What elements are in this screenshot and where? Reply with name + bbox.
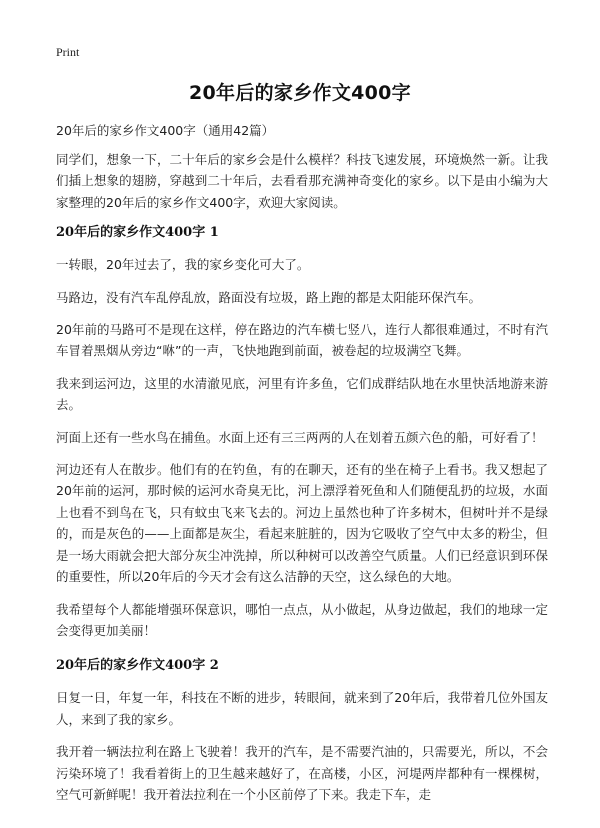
essay-2-heading: 20年后的家乡作文400字 2 [56,658,219,674]
essay-1-paragraph: 20年前的马路可不是现在这样，停在路边的汽车横七竖八，连行人都很难通过，不时有汽车冒着黑烟从旁边“咻”的一声，飞快地跑到前面，被卷起的垃圾满空飞舞。 [56,322,548,359]
essay-1-paragraph: 河面上还有一些水鸟在捕鱼。水面上还有三三两两的人在划着五颜六色的船，可好看了！ [56,429,544,445]
essay-1-paragraph: 我来到运河边，这里的水清澈见底，河里有许多鱼，它们成群结队地在水里快活地游来游去。 [56,375,548,413]
print-link[interactable]: Print [56,45,80,59]
essay-2-paragraph: 我开着一辆法拉利在路上飞驶着！我开的汽车，是不需要汽油的，只需要光，所以，不会污染环境了！我看着街上的卫生越来越好了，在高楼，小区，河堤两岸都种有一棵棵树，空气可新鲜呢！我开着法拉利在一个小区前停了下来。我走下车，走 [56,744,548,802]
essay-1-paragraph: 我希望每个人都能增强环保意识，哪怕一点点，从小做起，从身边做起，我们的地球一定会变得更加美丽！ [56,601,548,638]
essay-1-heading: 20年后的家乡作文400字 1 [56,225,219,241]
article-body [56,149,548,816]
essay-1-paragraph: 河边还有人在散步。他们有的在钓鱼，有的在聊天，还有的坐在椅子上看书。我又想起了20年前的运河，那时候的运河水奇臭无比，河上漂浮着死鱼和人们随便乱扔的垃圾，水面上也看不到鸟在飞，只有蚊虫飞来飞去的。河边上虽然也种了许多树木，但树叶并不是绿的，而是灰色的——上面都是灰尘，看起来脏脏的，因为它吸收了空气中太多的粉尘，但是一场大雨就会把大部分灰尘冲洗掉，所以种树可以改善空气质量。人们已经意识到环保的重要性，所以20年后的今天才会有这么洁静的天空，这么绿色的大地。 [56,462,548,585]
essay-2-paragraph: 日复一日，年复一年，科技在不断的进步，转眼间，就来到了20年后，我带着几位外国友人，来到了我的家乡。 [56,690,548,727]
page-title: 20年后的家乡作文400字 [188,82,411,104]
essay-1-paragraph: 马路边，没有汽车乱停乱放，路面没有垃圾，路上跑的都是太阳能环保汽车。 [56,289,482,305]
page-subtitle: 20年后的家乡作文400字（通用42篇） [56,123,275,138]
essay-1-paragraph: 一转眼，20年过去了，我的家乡变化可大了。 [56,257,310,273]
intro-paragraph: 同学们，想象一下，二十年后的家乡会是什么模样？科技飞速发展，环境焕然一新。让我们插上想象的翅膀，穿越到二十年后，去看看那充满神奇变化的家乡。以下是由小编为大家整理的20年后的家乡作文400字，欢迎大家阅读。 [56,152,548,210]
